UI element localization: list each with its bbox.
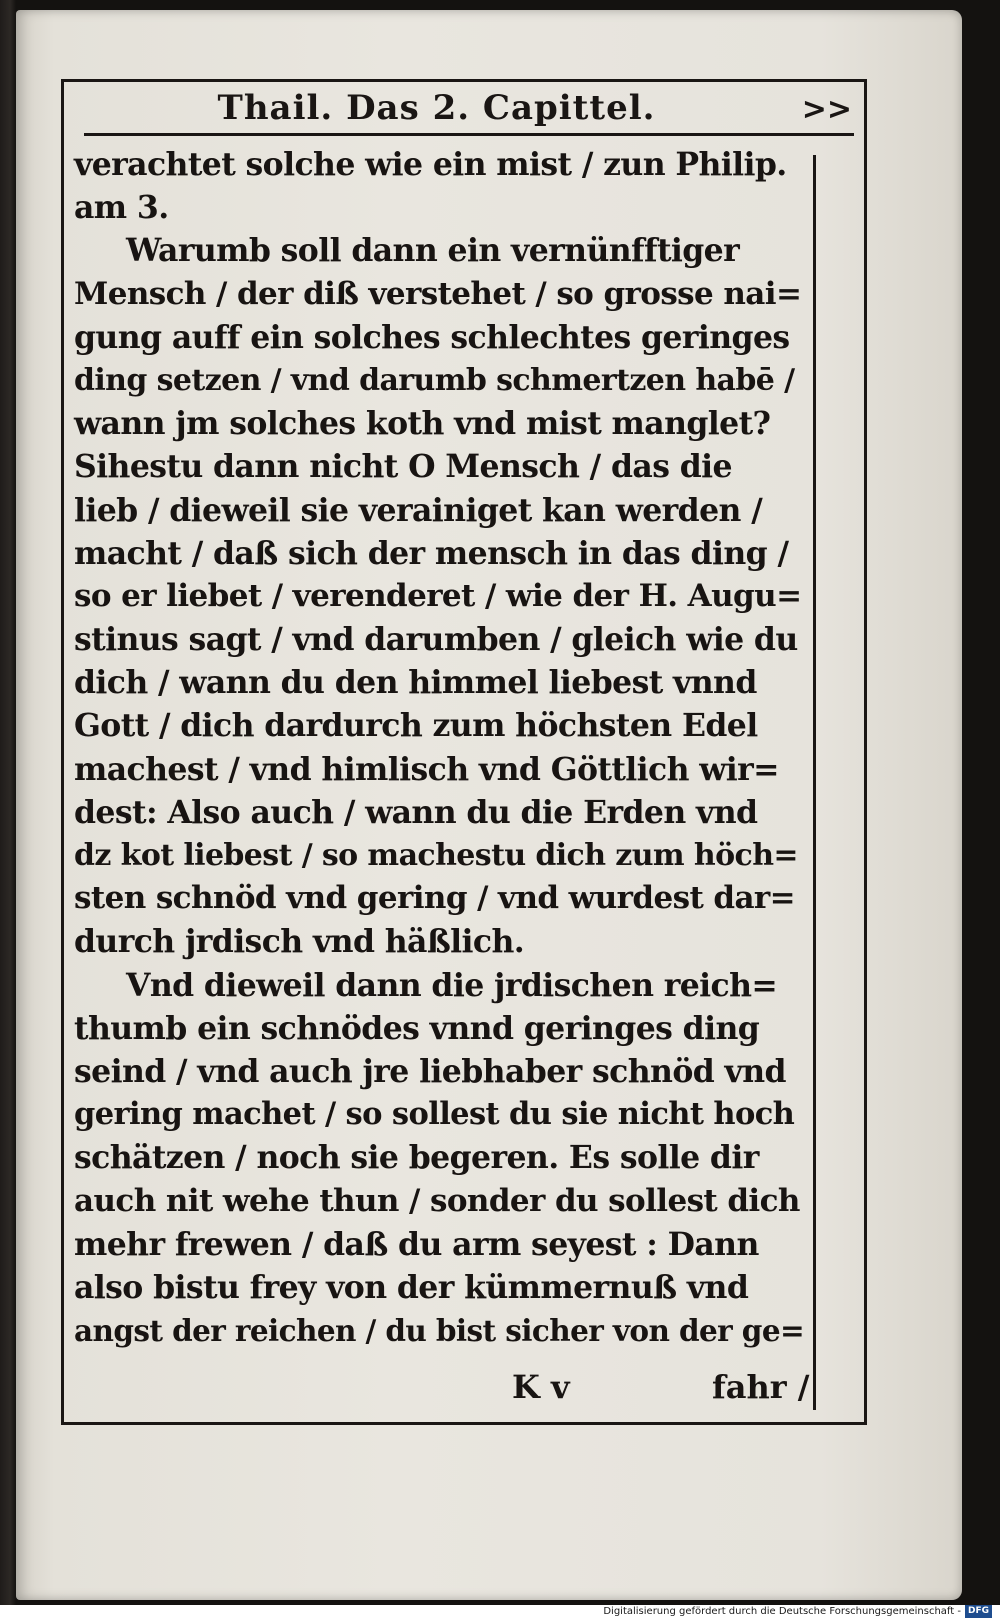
text-line: verachtet solche wie ein mist / zun Philip. <box>74 146 787 183</box>
running-head <box>64 84 864 134</box>
text-line: auch nit wehe thun / sonder du sollest dich <box>74 1182 800 1219</box>
catchword: fahr / <box>712 1368 810 1406</box>
running-head-mark: >> <box>801 92 852 127</box>
text-line: also bistu frey von der kümmernuß vnd <box>74 1268 749 1306</box>
page-foot <box>64 1366 824 1416</box>
text-line: stinus sagt / vnd darumben / gleich wie du <box>74 621 798 659</box>
text-line: Warumb soll dann ein vernünfftiger <box>126 232 740 270</box>
text-line: dest: Also auch / wann du die Erden vnd <box>74 793 758 831</box>
text-line: Vnd dieweil dann die jrdischen reich= <box>126 966 778 1004</box>
text-line: thumb ein schnödes vnnd geringes ding <box>74 1009 760 1047</box>
text-line: sten schnöd vnd gering / vnd wurdest dar= <box>74 880 796 917</box>
text-line: macht / daß sich der mensch in das ding / <box>74 534 789 572</box>
text-line: lieb / dieweil sie verainiget kan werden / <box>74 491 763 529</box>
text-line: seind / vnd auch jre liebhaber schnöd vnd <box>74 1052 786 1090</box>
text-line: schätzen / noch sie begeren. Es solle dir <box>74 1139 759 1177</box>
text-line: gung auff ein solches schlechtes geringes <box>74 318 790 356</box>
text-line: Mensch / der diß verstehet / so grosse nai= <box>74 275 802 312</box>
text-line: gering machet / so sollest du sie nicht hoch <box>74 1096 795 1133</box>
text-line: Sihestu dann nicht O Mensch / das die <box>74 448 732 486</box>
signature-mark: K v <box>512 1368 570 1406</box>
text-line: mehr frewen / daß du arm seyest : Dann <box>74 1225 759 1263</box>
inner-vertical-rule <box>813 155 816 1410</box>
body-text <box>74 143 804 1352</box>
text-line: dz kot liebest / so machestu dich zum höch= <box>74 838 798 873</box>
head-rule <box>84 133 854 136</box>
text-line: machest / vnd himlisch vnd Göttlich wir= <box>74 750 779 788</box>
text-line: ding setzen / vnd darumb schmertzen habē / <box>74 362 795 398</box>
text-line: so er liebet / verenderet / wie der H. Augu= <box>74 577 802 614</box>
digitization-credit <box>603 1604 992 1618</box>
text-line: angst der reichen / du bist sicher von der ge= <box>74 1313 805 1349</box>
text-line: wann jm solches koth vnd mist manglet? <box>74 405 771 443</box>
text-line: Gott / dich dardurch zum höchsten Edel <box>74 707 758 745</box>
dfg-logo: DFG <box>965 1605 992 1618</box>
text-line: dich / wann du den himmel liebest vnnd <box>74 664 757 702</box>
text-line: am 3. <box>74 189 169 227</box>
credit-text: Digitalisierung gefördert durch die Deutsche Forschungsgemeinschaft - <box>603 1605 961 1617</box>
running-head-title: Thail. Das 2. Capittel. <box>217 88 656 128</box>
text-line: durch jrdisch vnd häßlich. <box>74 923 525 961</box>
